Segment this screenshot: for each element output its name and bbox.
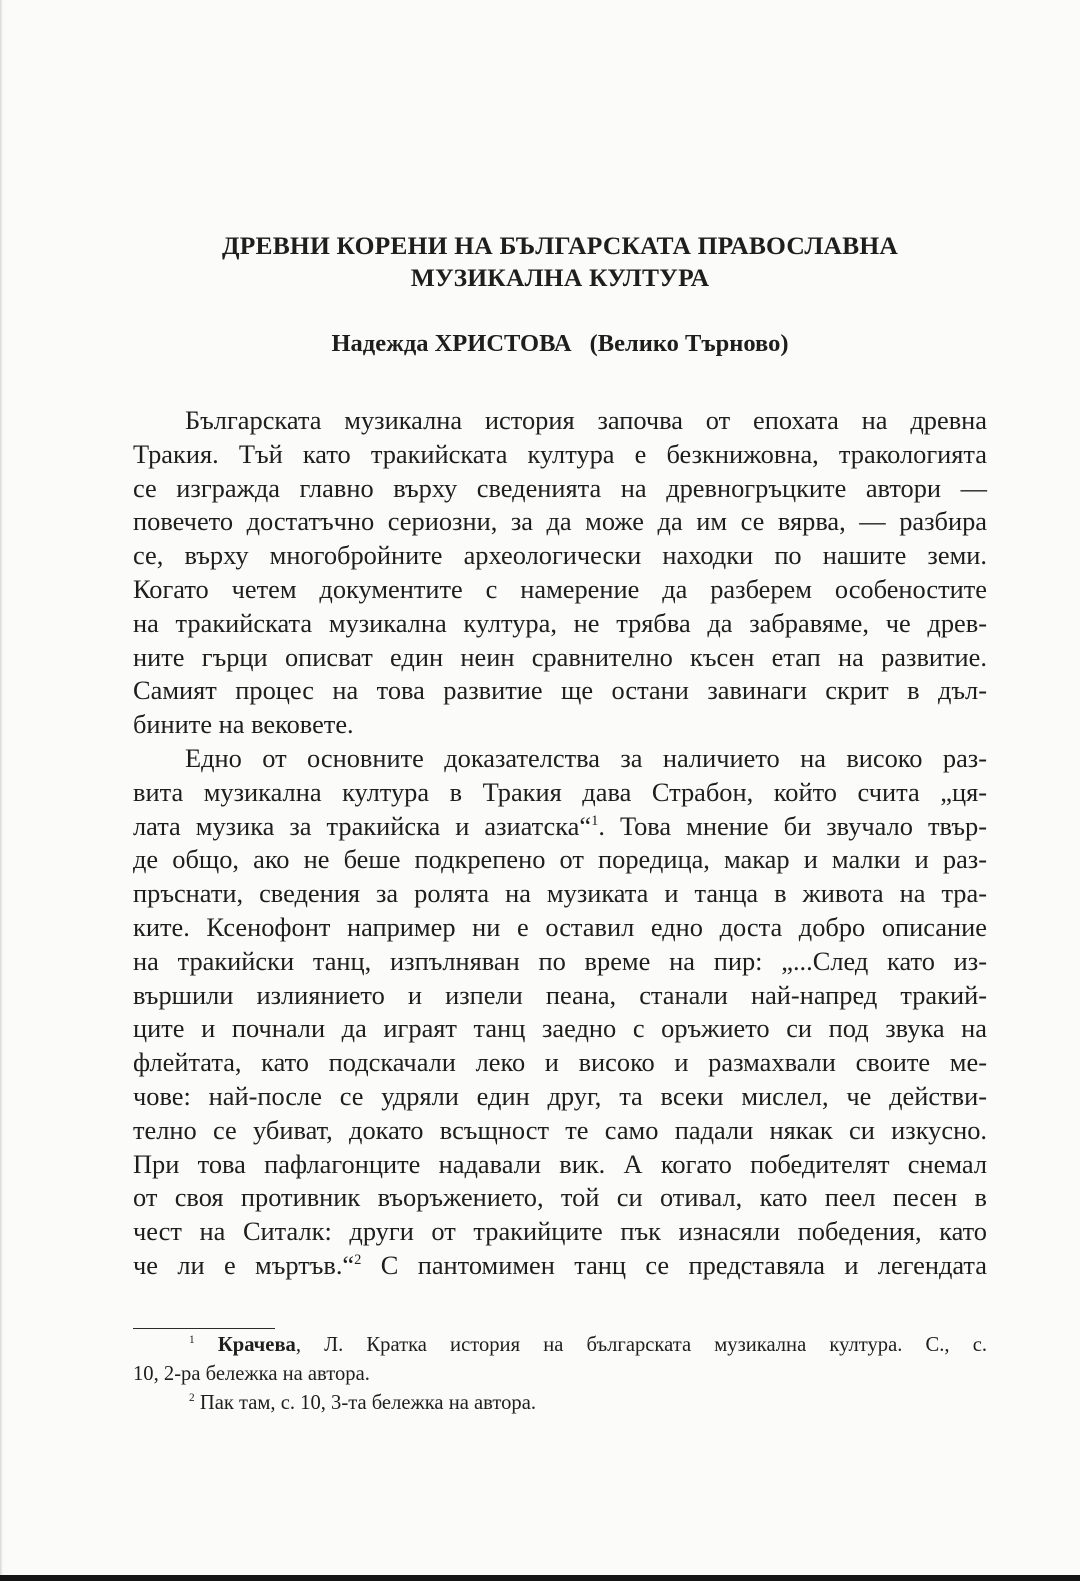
text-line: на тракийската музикална култура, не трябва да забравяме, че древ-: [133, 607, 987, 638]
footnote-1-text: , Л. Кратка история на българската музикална култура. С., с.: [295, 1334, 987, 1356]
text-line: Едно от основните доказателства за наличието на високо раз-: [185, 742, 987, 773]
text-segment: лата музика за тракийска и азиатска“: [133, 810, 592, 841]
text-line: де общо, ако не беше подкрепено от поредица, макар и малки и раз-: [133, 844, 987, 875]
paragraph-2: [133, 742, 987, 1283]
text-line: от своя противник въоръжението, той си отивал, като пеел песен в: [133, 1182, 987, 1213]
text-segment: че ли е мъртъв.“: [133, 1249, 355, 1280]
paragraph-1: [133, 404, 987, 742]
scan-edge-left: [0, 0, 3, 1581]
text-line: вита музикална култура в Тракия дава Страбон, който счита „ця-: [133, 776, 987, 807]
footnote-2-text: Пак там, с. 10, 3-та бележка на автора.: [194, 1392, 536, 1414]
text-segment: С пантомимен танц се представяла и легендата: [361, 1249, 988, 1280]
text-line: [133, 1249, 987, 1283]
text-line: пръснати, сведения за ролята на музиката и танца в живота на тра-: [133, 878, 987, 909]
text-line: Българската музикална история започва от епохата на древна: [185, 405, 987, 435]
text-line: на тракийски танц, изпълняван по време на пир: „...След като из-: [133, 945, 987, 976]
text-line: ките. Ксенофонт например ни е оставил едно доста добро описание: [133, 911, 987, 942]
text-line: Самият процес на това развитие ще остани завинаги скрит в дъл-: [133, 675, 987, 706]
article-title-line-2: МУЗИКАЛНА КУЛТУРА: [410, 263, 710, 292]
text-line: Тракия. Тъй като тракийската култура е безкнижовна, тракологията: [133, 438, 987, 469]
text-line: чове: най-после се удряли един друг, та всеки мислел, че действи-: [133, 1080, 987, 1111]
text-line: се, върху многобройните археологически находки по нашите земи.: [133, 540, 987, 571]
author-line: [133, 328, 987, 360]
footnote-ref-1: 1: [591, 812, 599, 829]
text-line: вършили излиянието и изпели пеана, станали най-напред тракий-: [133, 979, 987, 1010]
text-line: [133, 810, 987, 844]
text-line: чест на Ситалк: други от тракийците пък изнасяли победения, като: [133, 1216, 987, 1247]
text-line: При това пафлагонците надавали вик. А когато победителят снемал: [133, 1148, 987, 1179]
article-title: [133, 230, 987, 294]
text-line: Когато четем документите с намерение да разберем особеностите: [133, 573, 987, 604]
text-line: ните гърци описват един неин сравнително късен етап на развитие.: [133, 641, 987, 672]
text-line: се изгражда главно върху сведенията на древногръцките автори —: [133, 472, 987, 503]
article-title-line-1: ДРЕВНИ КОРЕНИ НА БЪЛГАРСКАТА ПРАВОСЛАВНА: [221, 231, 899, 260]
author-affiliation: (Велико Търново): [589, 330, 789, 357]
text-line: ците и почнали да играят танц заедно с оръжието си под звука на: [133, 1013, 987, 1044]
author-name: Надежда ХРИСТОВА: [331, 330, 572, 357]
footnotes: [133, 1331, 987, 1418]
footnote-1-author: Крачева: [217, 1334, 296, 1356]
text-line: бините на вековете.: [133, 709, 354, 740]
footnote-ref-2: 2: [354, 1252, 362, 1269]
footnote-1-continuation: 10, 2-ра бележка на автора.: [133, 1363, 370, 1385]
text-segment: . Това мнение би звучало твър-: [598, 810, 987, 841]
footnote-divider: [133, 1328, 275, 1329]
footnote-1: [133, 1331, 987, 1360]
footnote-1-marker: 1: [189, 1334, 195, 1347]
text-line: телно се убиват, докато всъщност те само падали някак си изкусно.: [133, 1114, 987, 1145]
text-line: флейтата, като подскачали леко и високо и размахвали своите ме-: [133, 1047, 987, 1078]
article-body: [133, 404, 987, 1283]
scan-edge-bottom: [0, 1575, 1080, 1581]
footnote-2: [133, 1389, 987, 1418]
footnote-2-marker: 2: [189, 1392, 195, 1405]
text-line: повечето достатъчно сериозни, за да може да им се вярва, — разбира: [133, 506, 987, 537]
